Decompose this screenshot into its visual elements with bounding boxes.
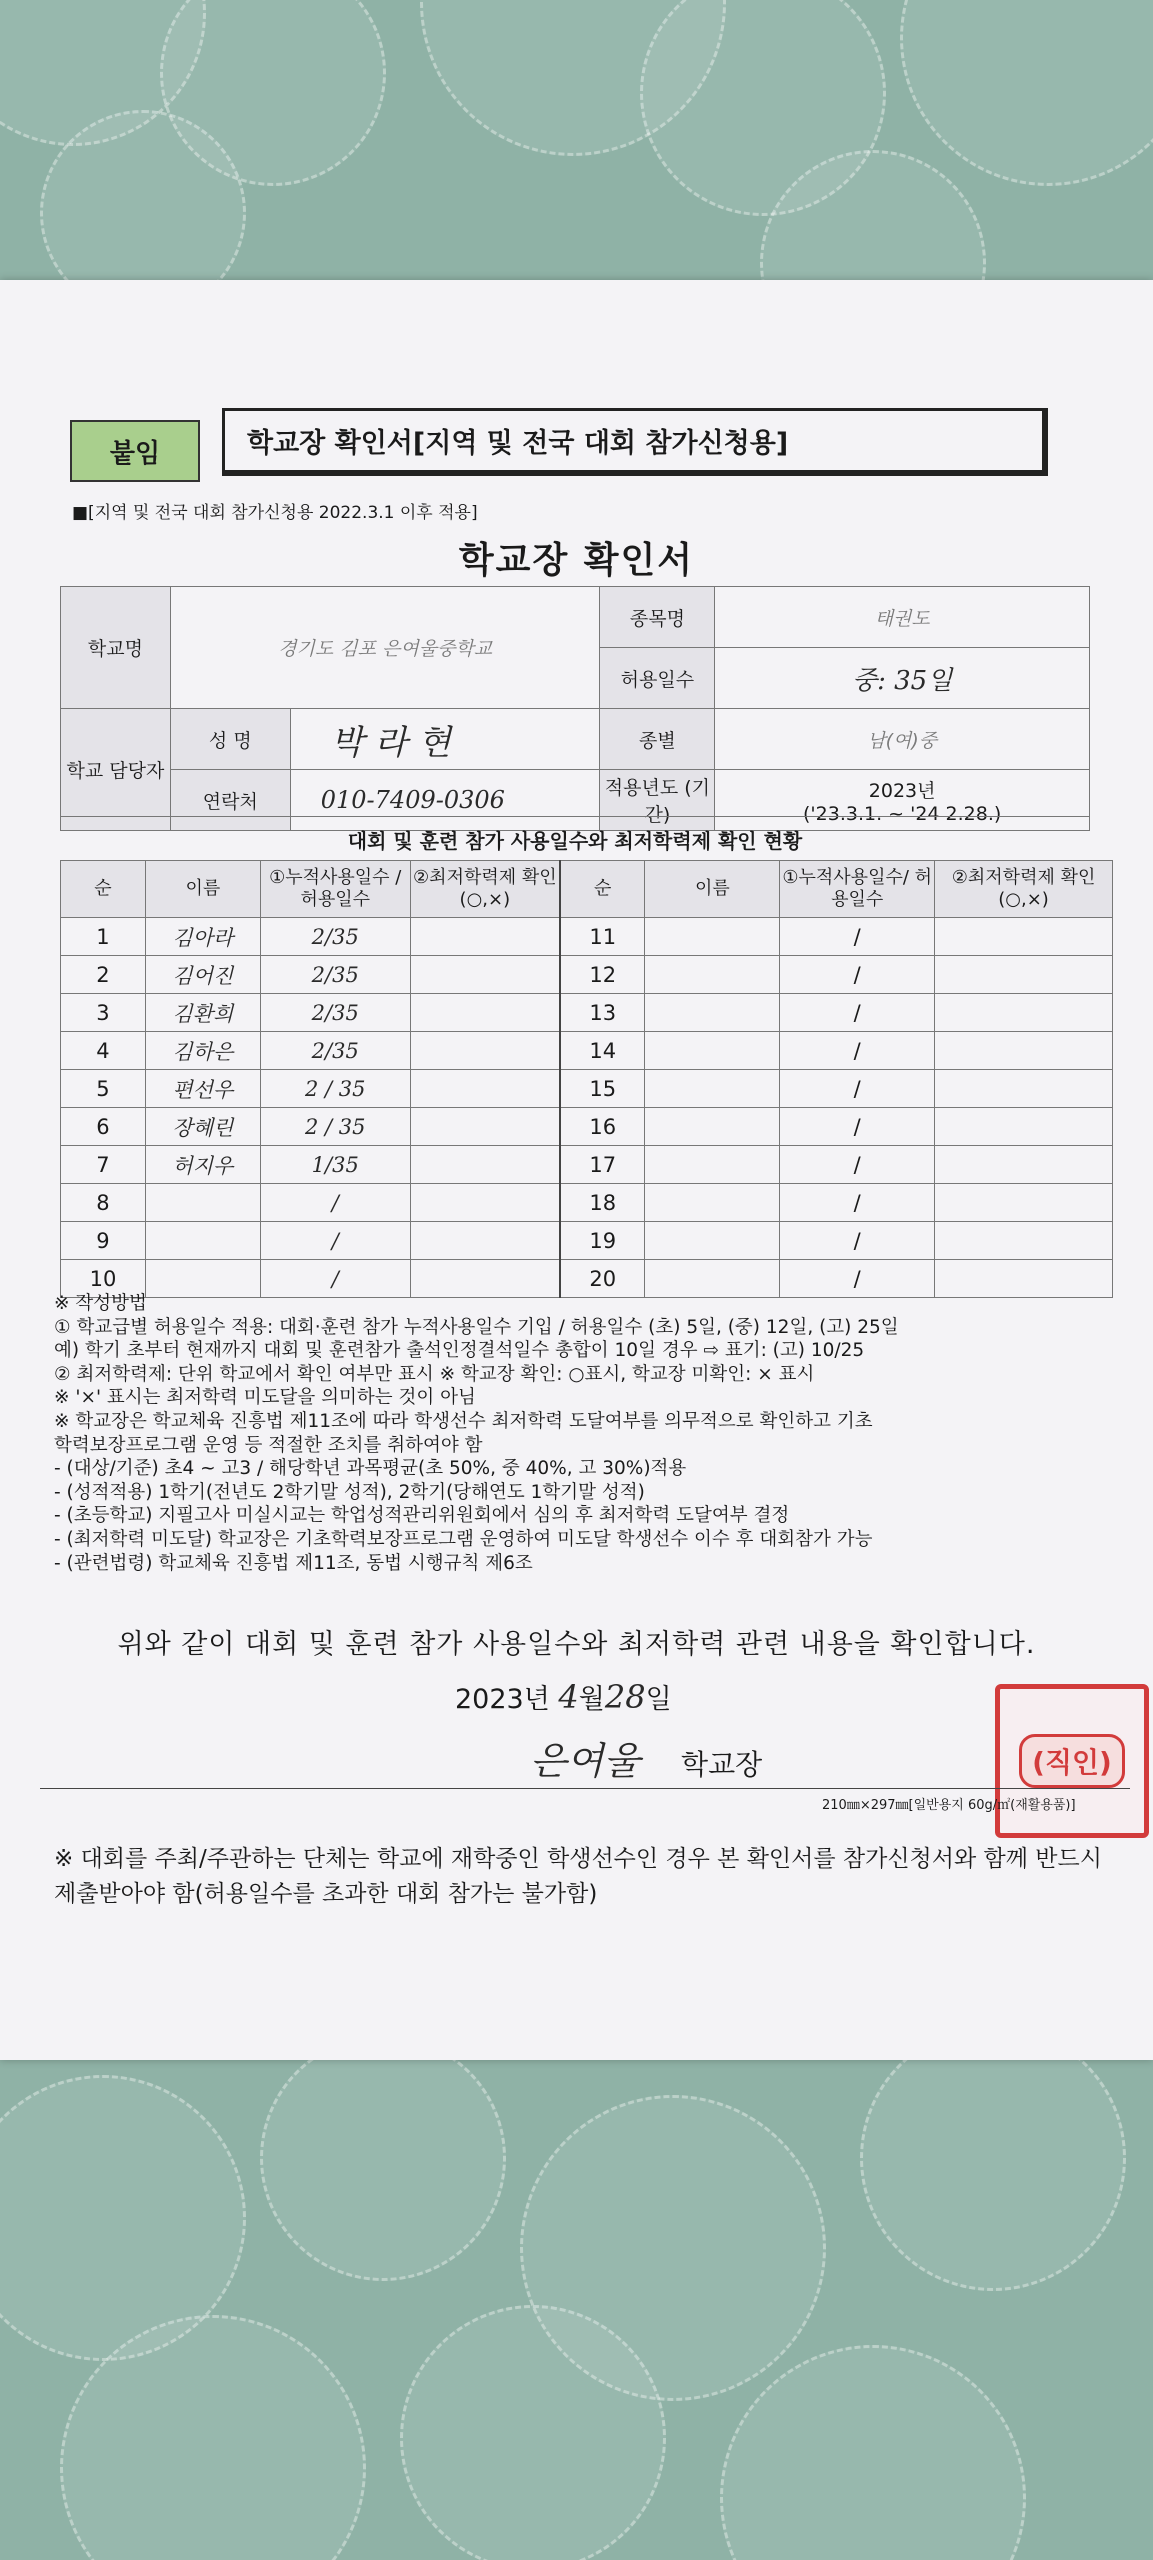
header-days-2: ①누적사용일수/ 허용일수 [780,861,935,918]
row-name-2 [645,994,780,1032]
school-name-value: 경기도 김포 은여울중학교 [170,587,600,709]
header-check: ②최저학력제 확인(○,×) [410,861,560,918]
row-no-2: 12 [560,956,645,994]
row-no: 3 [61,994,146,1032]
gender-label: 종별 [600,709,715,770]
row-days-2: / [780,1146,935,1184]
table-header-row [61,861,1113,918]
row-name: 김환희 [145,994,260,1032]
year-label: 적용년도 (기간) [600,770,715,831]
row-no: 2 [61,956,146,994]
divider [40,1788,1130,1789]
row-days-2: / [780,956,935,994]
row-check-2 [935,1070,1113,1108]
note-line: 예) 학기 초부터 현재까지 대회 및 훈련참가 출석인정결석일수 총합이 10일 경우 ⇨ 표기: (고) 10/25 [54,1340,865,1362]
table-row [61,1070,1113,1108]
row-no-2: 19 [560,1222,645,1260]
header-check-2: ②최저학력제 확인(○,×) [935,861,1113,918]
gender-value: 남(여)중 [715,709,1090,770]
row-name-2 [645,1070,780,1108]
table-row [61,1108,1113,1146]
row-name-2 [645,918,780,956]
row-check-2 [935,994,1113,1032]
row-name-2 [645,1032,780,1070]
date-year: 2023년 [455,1684,550,1715]
contact-name-value: 박 라 현 [290,709,600,770]
note-line: ※ 학교장은 학교체육 진흥법 제11조에 따라 학생선수 최저학력 도달여부를 의무적으로 확인하고 기초 [54,1410,873,1432]
instructions-block [54,1292,1114,1575]
table-row [61,1222,1113,1260]
date-month-suffix: 월 [578,1684,605,1715]
row-days: 2/35 [260,956,410,994]
row-name-2 [645,1108,780,1146]
sport-label: 종목명 [600,587,715,648]
row-check [410,1184,560,1222]
note-line: - (대상/기준) 초4 ~ 고3 / 해당학년 과목평균(초 50%, 중 40%, 고 30%)적용 [54,1458,687,1480]
row-check [410,1146,560,1184]
table-row [61,1146,1113,1184]
row-check [410,956,560,994]
row-days-2: / [780,1108,935,1146]
row-check-2 [935,1032,1113,1070]
row-no: 8 [61,1184,146,1222]
allowed-days-label: 허용일수 [600,648,715,709]
blanket-background-bottom [0,2055,1153,2560]
principal-signature [530,1730,762,1785]
row-days-2: / [780,1260,935,1298]
document-title: 학교장 확인서 [458,540,695,581]
row-check-2 [935,1108,1113,1146]
row-days: / [260,1184,410,1222]
official-seal [995,1684,1149,1838]
notes-heading: ※ 작성방법 [54,1293,147,1314]
header-name-2: 이름 [645,861,780,918]
sport-value: 태권도 [715,587,1090,648]
date-day-suffix: 일 [645,1684,672,1715]
row-no: 7 [61,1146,146,1184]
phone-label: 연락처 [170,770,290,831]
table-row [61,918,1113,956]
note-line: - (관련법령) 학교체육 진흥법 제11조, 동법 시행규칙 제6조 [54,1552,533,1574]
note-line: ① 학교급별 허용일수 적용: 대회·훈련 참가 누적사용일수 기입 / 허용일수 (초) 5일, (중) 12일, (고) 25일 [54,1316,899,1338]
row-name: 김하은 [145,1032,260,1070]
note-line: 학력보장프로그램 운영 등 적절한 조치를 취하여야 함 [54,1434,483,1456]
row-no-2: 20 [560,1260,645,1298]
row-no: 1 [61,918,146,956]
blanket-background-top [0,0,1153,290]
contact-group-label: 학교 담당자 [61,709,171,831]
note-line: ※ '×' 표시는 최저학력 미도달을 의미하는 것이 아님 [54,1387,476,1409]
row-no: 4 [61,1032,146,1070]
row-no: 6 [61,1108,146,1146]
school-label: 학교명 [61,587,171,709]
signature-title: 학교장 [681,1748,763,1781]
row-no-2: 14 [560,1032,645,1070]
row-name: 김아라 [145,918,260,956]
table-row [61,1032,1113,1070]
row-check [410,1070,560,1108]
row-check-2 [935,1184,1113,1222]
note-line: ② 최저학력제: 단위 학교에서 확인 여부만 표시 ※ 학교장 확인: ○표시, 학교장 미확인: × 표시 [54,1363,815,1385]
row-no-2: 13 [560,994,645,1032]
allowed-days-value: 중: 35일 [715,648,1090,709]
row-check [410,1032,560,1070]
signature-school: 은여울 [530,1739,641,1783]
phone-value: 010-7409-0306 [290,770,600,831]
row-days: 2/35 [260,1032,410,1070]
row-name-2 [645,1222,780,1260]
row-days-2: / [780,918,935,956]
table-row [61,1184,1113,1222]
confirmation-statement: 위와 같이 대회 및 훈련 참가 사용일수와 최저학력 관련 내용을 확인합니다. [117,1629,1036,1660]
table-row [61,956,1113,994]
row-no: 5 [61,1070,146,1108]
date-month: 4 [558,1678,579,1716]
row-no-2: 17 [560,1146,645,1184]
row-check-2 [935,1222,1113,1260]
row-days-2: / [780,1070,935,1108]
row-no-2: 18 [560,1184,645,1222]
row-check [410,1108,560,1146]
row-no: 9 [61,1222,146,1260]
row-days: 2/35 [260,994,410,1032]
row-days: 1/35 [260,1146,410,1184]
row-days-2: / [780,994,935,1032]
row-days-2: / [780,1032,935,1070]
row-name [145,1184,260,1222]
row-no-2: 11 [560,918,645,956]
row-check [410,1222,560,1260]
issue-date [455,1677,672,1716]
row-name [145,1222,260,1260]
submission-notice: ※ 대회를 주최/주관하는 단체는 학교에 재학중인 학생선수인 경우 본 확인서를 참가신청서와 함께 반드시 제출받아야 함(허용일수를 초과한 대회 참가는 불가함) [54,1846,1102,1907]
contact-name-label: 성 명 [170,709,290,770]
seal-label: (직인) [1019,1734,1125,1788]
applicability-note: ■[지역 및 전국 대회 참가신청용 2022.3.1 이후 적용] [72,503,478,523]
row-name: 장혜린 [145,1108,260,1146]
row-check [410,994,560,1032]
row-days-2: / [780,1222,935,1260]
row-no: 10 [61,1260,146,1298]
banner-title: 학교장 확인서[지역 및 전국 대회 참가신청용] [222,408,1048,476]
table-row [61,994,1113,1032]
row-name-2 [645,956,780,994]
attachment-tag: 붙임 [70,420,200,482]
row-name: 김어진 [145,956,260,994]
note-line: - (성적적용) 1학기(전년도 2학기말 성적), 2학기(당해연도 1학기말 성적) [54,1481,645,1503]
row-check-2 [935,956,1113,994]
row-days: 2 / 35 [260,1070,410,1108]
note-line: - (초등학교) 지필고사 미실시교는 학업성적관리위원회에서 심의 후 최저학력 도달여부 결정 [54,1505,790,1527]
row-days: 2 / 35 [260,1108,410,1146]
period-value: ('23.3.1. ~ '24 2.28.) [803,802,1002,825]
row-no-2: 16 [560,1108,645,1146]
date-day: 28 [604,1678,646,1716]
row-check [410,918,560,956]
row-days: / [260,1260,410,1298]
header-no: 순 [61,861,146,918]
row-days: / [260,1222,410,1260]
row-no-2: 15 [560,1070,645,1108]
header-days: ①누적사용일수 /허용일수 [260,861,410,918]
row-days: 2/35 [260,918,410,956]
row-check-2 [935,1146,1113,1184]
row-name-2 [645,1146,780,1184]
school-info-table [60,586,1090,831]
paper-size-note: 210㎜×297㎜[일반용지 60g/㎡(재활용품)] [822,1798,1076,1813]
document-paper [0,280,1153,2060]
row-check-2 [935,918,1113,956]
row-name: 허지우 [145,1146,260,1184]
row-name-2 [645,1184,780,1222]
row-days-2: / [780,1184,935,1222]
note-line: - (최저학력 미도달) 학교장은 기초학력보장프로그램 운영하여 미도달 학생선수 이수 후 대회참가 가능 [54,1528,873,1550]
row-name: 편선우 [145,1070,260,1108]
year-value: 2023년 [868,779,936,802]
header-no-2: 순 [560,861,645,918]
header-name: 이름 [145,861,260,918]
participation-table [60,860,1113,1298]
section-title: 대회 및 훈련 참가 사용일수와 최저학력제 확인 현황 [60,816,1090,861]
